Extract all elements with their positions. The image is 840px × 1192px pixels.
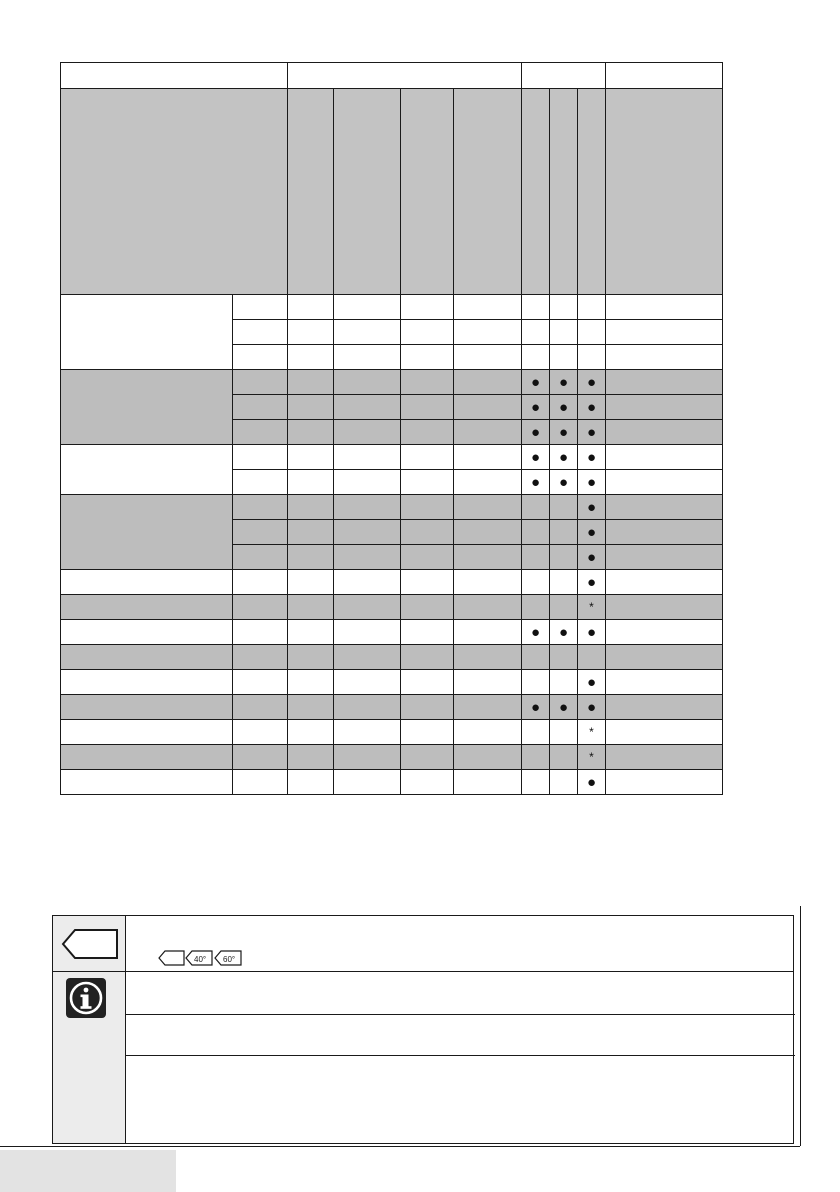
mark-cell [550, 420, 578, 445]
table-row [61, 445, 723, 470]
dot-mark: ● [558, 623, 569, 641]
table-cell [606, 420, 723, 445]
table-cell [288, 370, 334, 395]
footer-rule [0, 1146, 800, 1147]
mark-cell [578, 645, 606, 670]
table-cell [401, 570, 454, 595]
mark-cell [578, 695, 606, 720]
table-cell [334, 695, 401, 720]
table-cell [233, 620, 288, 645]
table-cell [606, 520, 723, 545]
subheader-cell [401, 89, 454, 295]
table-subheader-row [61, 89, 723, 295]
table-cell [401, 645, 454, 670]
mark-cell [550, 620, 578, 645]
table-cell [288, 470, 334, 495]
info-box [52, 915, 794, 1144]
table-cell [454, 495, 522, 520]
table-cell [233, 570, 288, 595]
header-cell [288, 63, 522, 89]
dot-mark: ● [558, 448, 569, 466]
mark-cell [522, 645, 550, 670]
mark-cell [578, 670, 606, 695]
star-mark: * [589, 749, 594, 764]
program-name-cell [61, 370, 233, 445]
mark-cell [550, 695, 578, 720]
mark-cell [550, 395, 578, 420]
table-cell [401, 320, 454, 345]
table-row [61, 620, 723, 645]
mark-cell [550, 370, 578, 395]
table-cell [233, 445, 288, 470]
tag-blank-icon [159, 951, 184, 965]
table-cell [454, 720, 522, 745]
table-cell [334, 395, 401, 420]
table-cell [606, 395, 723, 420]
table-cell [334, 595, 401, 620]
table-cell [401, 720, 454, 745]
mark-cell [578, 770, 606, 795]
table-cell [334, 620, 401, 645]
page-number-tab [0, 1150, 176, 1192]
table-cell [233, 495, 288, 520]
mark-cell [550, 595, 578, 620]
dot-mark: ● [586, 448, 597, 466]
table-cell [401, 745, 454, 770]
mark-cell [578, 545, 606, 570]
mark-cell [578, 470, 606, 495]
table-cell [334, 720, 401, 745]
table-cell [233, 770, 288, 795]
dot-mark: ● [586, 523, 597, 541]
table-cell [334, 520, 401, 545]
table-cell [401, 445, 454, 470]
table-cell [288, 645, 334, 670]
dot-mark: ● [586, 623, 597, 641]
mark-cell [522, 595, 550, 620]
table-cell [606, 470, 723, 495]
dot-mark: ● [558, 398, 569, 416]
table-row [61, 770, 723, 795]
table-cell [233, 545, 288, 570]
program-name-cell [61, 595, 233, 620]
table-cell [233, 670, 288, 695]
table-cell [401, 370, 454, 395]
dot-mark: ● [586, 698, 597, 716]
mark-cell [522, 620, 550, 645]
right-margin-rule [800, 906, 801, 1146]
mark-cell [578, 520, 606, 545]
label-tag-icon [61, 926, 119, 962]
dot-mark: ● [530, 623, 541, 641]
table-cell [454, 745, 522, 770]
program-table [60, 62, 723, 795]
table-cell [233, 645, 288, 670]
mark-cell [550, 520, 578, 545]
table-row [61, 720, 723, 745]
table-cell [606, 770, 723, 795]
table-cell [334, 495, 401, 520]
dot-mark: ● [586, 573, 597, 591]
table-cell [606, 295, 723, 320]
table-cell [606, 445, 723, 470]
table-cell [454, 645, 522, 670]
subheader-cell [334, 89, 401, 295]
table-cell [606, 370, 723, 395]
table-header-row [61, 63, 723, 89]
mark-cell [578, 395, 606, 420]
subheader-cell [454, 89, 522, 295]
mark-cell [578, 320, 606, 345]
table-cell [401, 695, 454, 720]
table-cell [334, 345, 401, 370]
table-cell [233, 395, 288, 420]
program-name-cell [61, 570, 233, 595]
table-cell [606, 320, 723, 345]
mark-cell [550, 645, 578, 670]
dot-mark: ● [586, 673, 597, 691]
dot-mark: ● [530, 423, 541, 441]
program-name-cell [61, 645, 233, 670]
program-name-cell [61, 770, 233, 795]
table-cell [233, 295, 288, 320]
table-cell [454, 570, 522, 595]
mark-cell [578, 495, 606, 520]
mark-cell [550, 445, 578, 470]
mark-cell [522, 695, 550, 720]
table-cell [606, 495, 723, 520]
table-row [61, 570, 723, 595]
tag-40-label: 40° [194, 955, 207, 964]
info-icon [66, 978, 106, 1018]
mark-cell [522, 495, 550, 520]
table-cell [401, 670, 454, 695]
table-cell [233, 370, 288, 395]
dot-mark: ● [530, 448, 541, 466]
table-cell [334, 745, 401, 770]
mark-cell [522, 745, 550, 770]
dot-mark: ● [530, 373, 541, 391]
table-cell [288, 345, 334, 370]
table-cell [606, 695, 723, 720]
table-cell [334, 295, 401, 320]
table-cell [454, 770, 522, 795]
table-row [61, 595, 723, 620]
table-cell [288, 595, 334, 620]
table-cell [454, 420, 522, 445]
mark-cell [522, 420, 550, 445]
table-cell [288, 295, 334, 320]
table-cell [334, 445, 401, 470]
dot-mark: ● [586, 548, 597, 566]
info-divider-1 [53, 971, 793, 972]
table-cell [401, 770, 454, 795]
mark-cell [578, 445, 606, 470]
table-cell [233, 345, 288, 370]
table-cell [233, 720, 288, 745]
table-cell [454, 345, 522, 370]
mark-cell [522, 770, 550, 795]
table-cell [334, 470, 401, 495]
table-cell [334, 670, 401, 695]
table-row [61, 295, 723, 320]
mark-cell [522, 295, 550, 320]
dot-mark: ● [530, 698, 541, 716]
table-cell [288, 670, 334, 695]
mark-cell [522, 670, 550, 695]
table-cell [334, 370, 401, 395]
table-cell [401, 470, 454, 495]
table-cell [401, 545, 454, 570]
table-row [61, 645, 723, 670]
table-cell [288, 570, 334, 595]
mark-cell [522, 570, 550, 595]
star-mark: * [589, 724, 594, 739]
mark-cell [550, 570, 578, 595]
dot-mark: ● [586, 373, 597, 391]
table-cell [454, 545, 522, 570]
header-cell [606, 63, 723, 89]
mark-cell [522, 545, 550, 570]
table-cell [454, 670, 522, 695]
program-name-cell [61, 720, 233, 745]
program-name-cell [61, 495, 233, 570]
subheader-cell [288, 89, 334, 295]
mark-cell [578, 745, 606, 770]
table-cell [288, 720, 334, 745]
table-cell [606, 670, 723, 695]
table-row [61, 495, 723, 520]
table-cell [288, 770, 334, 795]
mark-cell [578, 370, 606, 395]
table-cell [401, 620, 454, 645]
table-cell [401, 520, 454, 545]
dot-mark: ● [586, 498, 597, 516]
table-cell [233, 520, 288, 545]
star-mark: * [589, 599, 594, 614]
dot-mark: ● [586, 473, 597, 491]
table-cell [288, 620, 334, 645]
table-row [61, 745, 723, 770]
table-cell [334, 420, 401, 445]
table-cell [334, 645, 401, 670]
mark-cell [522, 445, 550, 470]
table-cell [606, 545, 723, 570]
tag-icons [158, 950, 248, 966]
header-cell [522, 63, 606, 89]
table-cell [454, 395, 522, 420]
table-cell [454, 445, 522, 470]
info-divider-2 [125, 1014, 795, 1015]
table-cell [401, 295, 454, 320]
table-cell [606, 745, 723, 770]
mark-cell [522, 720, 550, 745]
table-cell [288, 695, 334, 720]
table-cell [401, 595, 454, 620]
table-row [61, 670, 723, 695]
table-cell [454, 295, 522, 320]
table-cell [606, 620, 723, 645]
dot-mark: ● [558, 473, 569, 491]
info-column-divider [125, 916, 126, 1143]
mark-cell [550, 670, 578, 695]
header-cell [61, 63, 288, 89]
dot-mark: ● [558, 373, 569, 391]
table-cell [233, 470, 288, 495]
mark-cell [578, 620, 606, 645]
mark-cell [550, 545, 578, 570]
mark-cell [578, 595, 606, 620]
table-cell [334, 570, 401, 595]
info-divider-3 [125, 1055, 795, 1056]
table-cell [233, 695, 288, 720]
table-cell [454, 370, 522, 395]
table-cell [334, 770, 401, 795]
mark-cell [578, 345, 606, 370]
table-cell [606, 645, 723, 670]
table-cell [454, 520, 522, 545]
table-cell [606, 345, 723, 370]
table-row [61, 695, 723, 720]
mark-cell [522, 320, 550, 345]
table-cell [401, 345, 454, 370]
program-name-cell [61, 445, 233, 495]
dot-mark: ● [530, 398, 541, 416]
program-name-cell [61, 695, 233, 720]
program-name-cell [61, 295, 233, 370]
table-cell [454, 695, 522, 720]
mark-cell [550, 495, 578, 520]
table-cell [401, 395, 454, 420]
mark-cell [522, 345, 550, 370]
table-cell [288, 545, 334, 570]
table-cell [288, 395, 334, 420]
table-cell [288, 745, 334, 770]
table-cell [401, 420, 454, 445]
table-row [61, 370, 723, 395]
dot-mark: ● [586, 398, 597, 416]
table-cell [288, 520, 334, 545]
table-cell [606, 595, 723, 620]
mark-cell [522, 395, 550, 420]
table-cell [233, 420, 288, 445]
mark-cell [550, 295, 578, 320]
table-cell [606, 720, 723, 745]
table-cell [454, 595, 522, 620]
dot-mark: ● [558, 423, 569, 441]
mark-cell [550, 345, 578, 370]
mark-cell [578, 295, 606, 320]
table-cell [334, 545, 401, 570]
table-cell [606, 570, 723, 595]
program-name-cell [61, 745, 233, 770]
mark-cell [550, 320, 578, 345]
program-name-cell [61, 670, 233, 695]
table-cell [288, 445, 334, 470]
table-cell [454, 620, 522, 645]
mark-cell [522, 470, 550, 495]
mark-cell [550, 720, 578, 745]
temperature-icons [158, 950, 248, 971]
dot-mark: ● [586, 773, 597, 791]
table-cell [288, 495, 334, 520]
subheader-cell [61, 89, 288, 295]
table-cell [288, 320, 334, 345]
table-cell [288, 420, 334, 445]
dot-mark: ● [586, 423, 597, 441]
table-cell [401, 495, 454, 520]
tag-60-label: 60° [223, 955, 236, 964]
table-cell [233, 320, 288, 345]
mark-cell [578, 570, 606, 595]
table-cell [334, 320, 401, 345]
table-cell [233, 595, 288, 620]
subheader-cell [578, 89, 606, 295]
mark-cell [550, 470, 578, 495]
mark-cell [578, 420, 606, 445]
subheader-cell [550, 89, 578, 295]
table-cell [454, 470, 522, 495]
dot-mark: ● [558, 698, 569, 716]
table-cell [454, 320, 522, 345]
table-cell [233, 745, 288, 770]
mark-cell [522, 520, 550, 545]
subheader-cell [606, 89, 723, 295]
mark-cell [550, 745, 578, 770]
program-name-cell [61, 620, 233, 645]
mark-cell [578, 720, 606, 745]
mark-cell [522, 370, 550, 395]
mark-cell [550, 770, 578, 795]
dot-mark: ● [530, 473, 541, 491]
subheader-cell [522, 89, 550, 295]
